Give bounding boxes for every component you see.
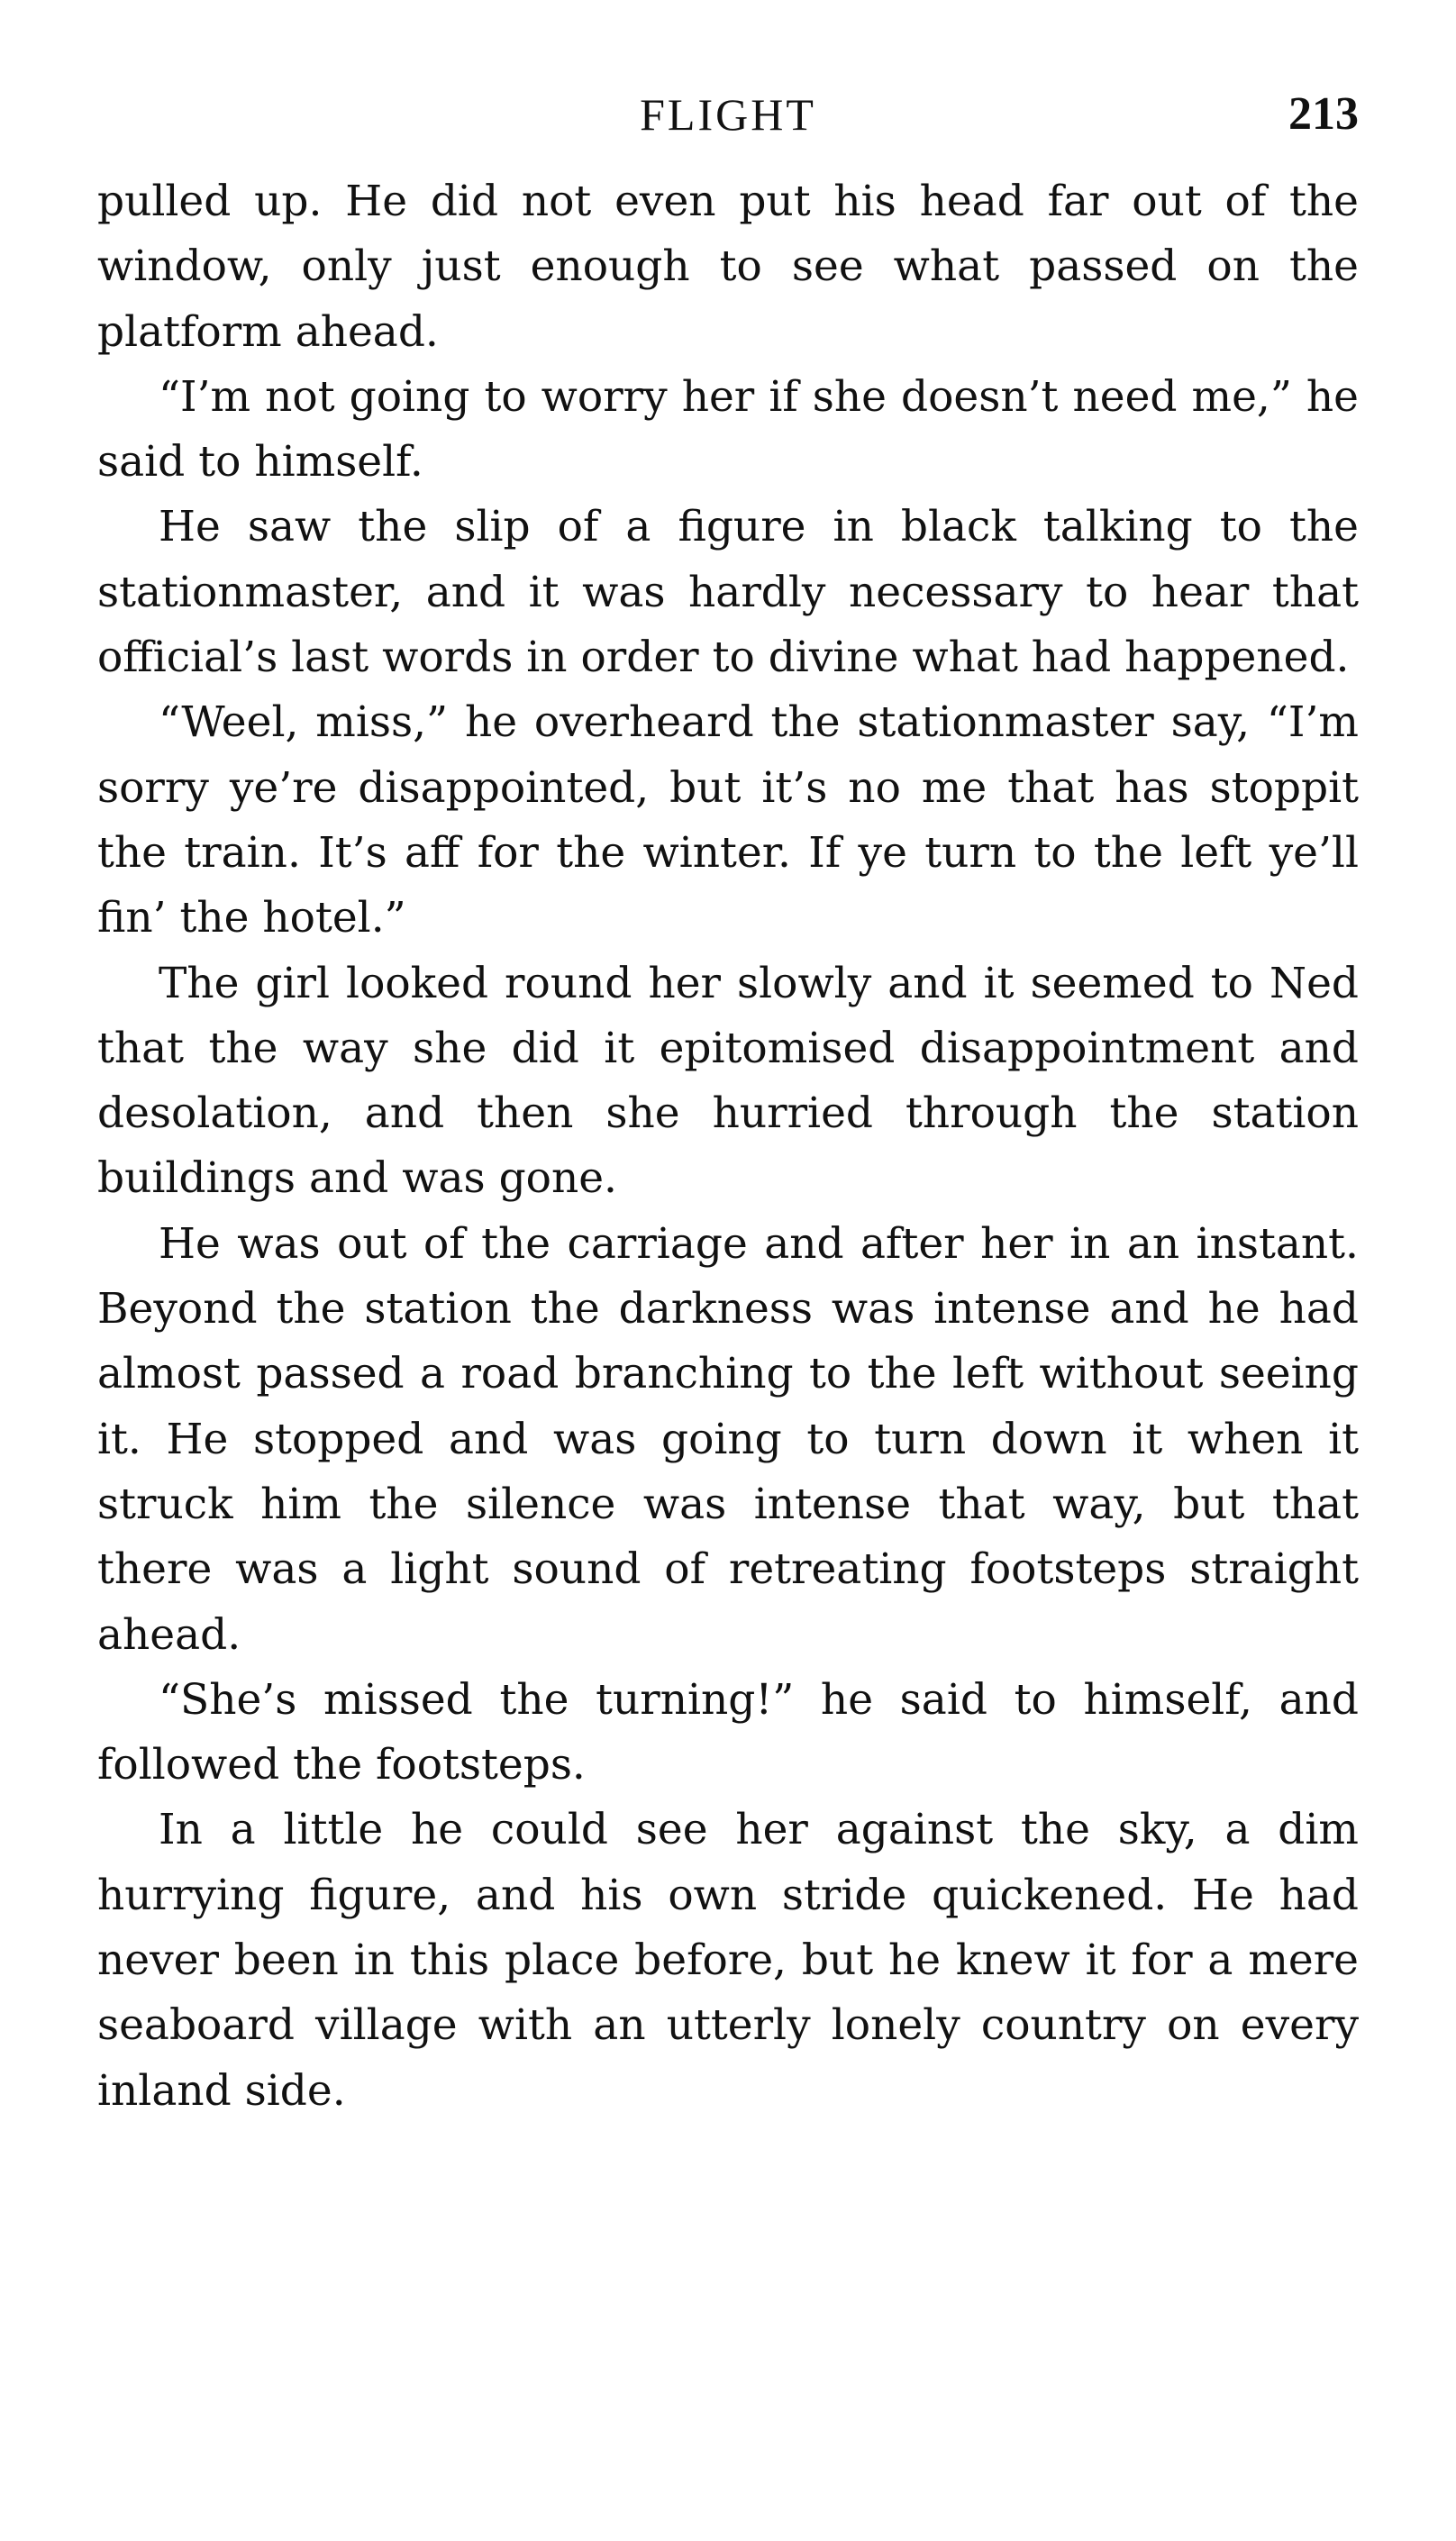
paragraph: “I’m not going to worry her if she doesn’t need me,” he said to himself. [97,371,1359,487]
paragraph: “Weel, miss,” he overheard the stationmaster say, “I’m sorry ye’re disappointed, but it’s no me that has stoppit the train. It’s aff for the winter. If ye turn to the left ye’ll fin’ the hotel.” [97,697,1359,943]
paragraph: He saw the slip of a figure in black talking to the stationmaster, and it was hardly necessary to hear that official’s last words in order to divine what had happened. [97,502,1359,683]
paragraph: pulled up. He did not even put his head far out of the window, only just enough to see what passed on the platform ahead. [97,177,1359,357]
paragraph: The girl looked round her slowly and it seemed to Ned that the way she did it epitomised disappointment and desolation, and then she hurried through the station buildings and was gone. [97,958,1359,1204]
running-head [97,83,1359,146]
paragraph: “She’s missed the turning!” he said to himself, and followed the footsteps. [97,1674,1359,1790]
body-text [97,169,1359,2124]
paragraph: He was out of the carriage and after her in an instant. Beyond the station the darkness was intense and he had almost passed a road branching to the left without seeing it. He stopped and was going to turn down it when it struck him the silence was intense that way, but that there was a light sound of retreating footsteps straight ahead. [97,1218,1359,1660]
chapter-title: FLIGHT [640,89,816,140]
paragraph: In a little he could see her against the sky, a dim hurrying figure, and his own stride quickened. He had never been in this place before, but he knew it for a mere seaboard village with an utterly lonely country on every inland side. [97,1805,1359,2116]
page-number: 213 [1288,88,1359,140]
